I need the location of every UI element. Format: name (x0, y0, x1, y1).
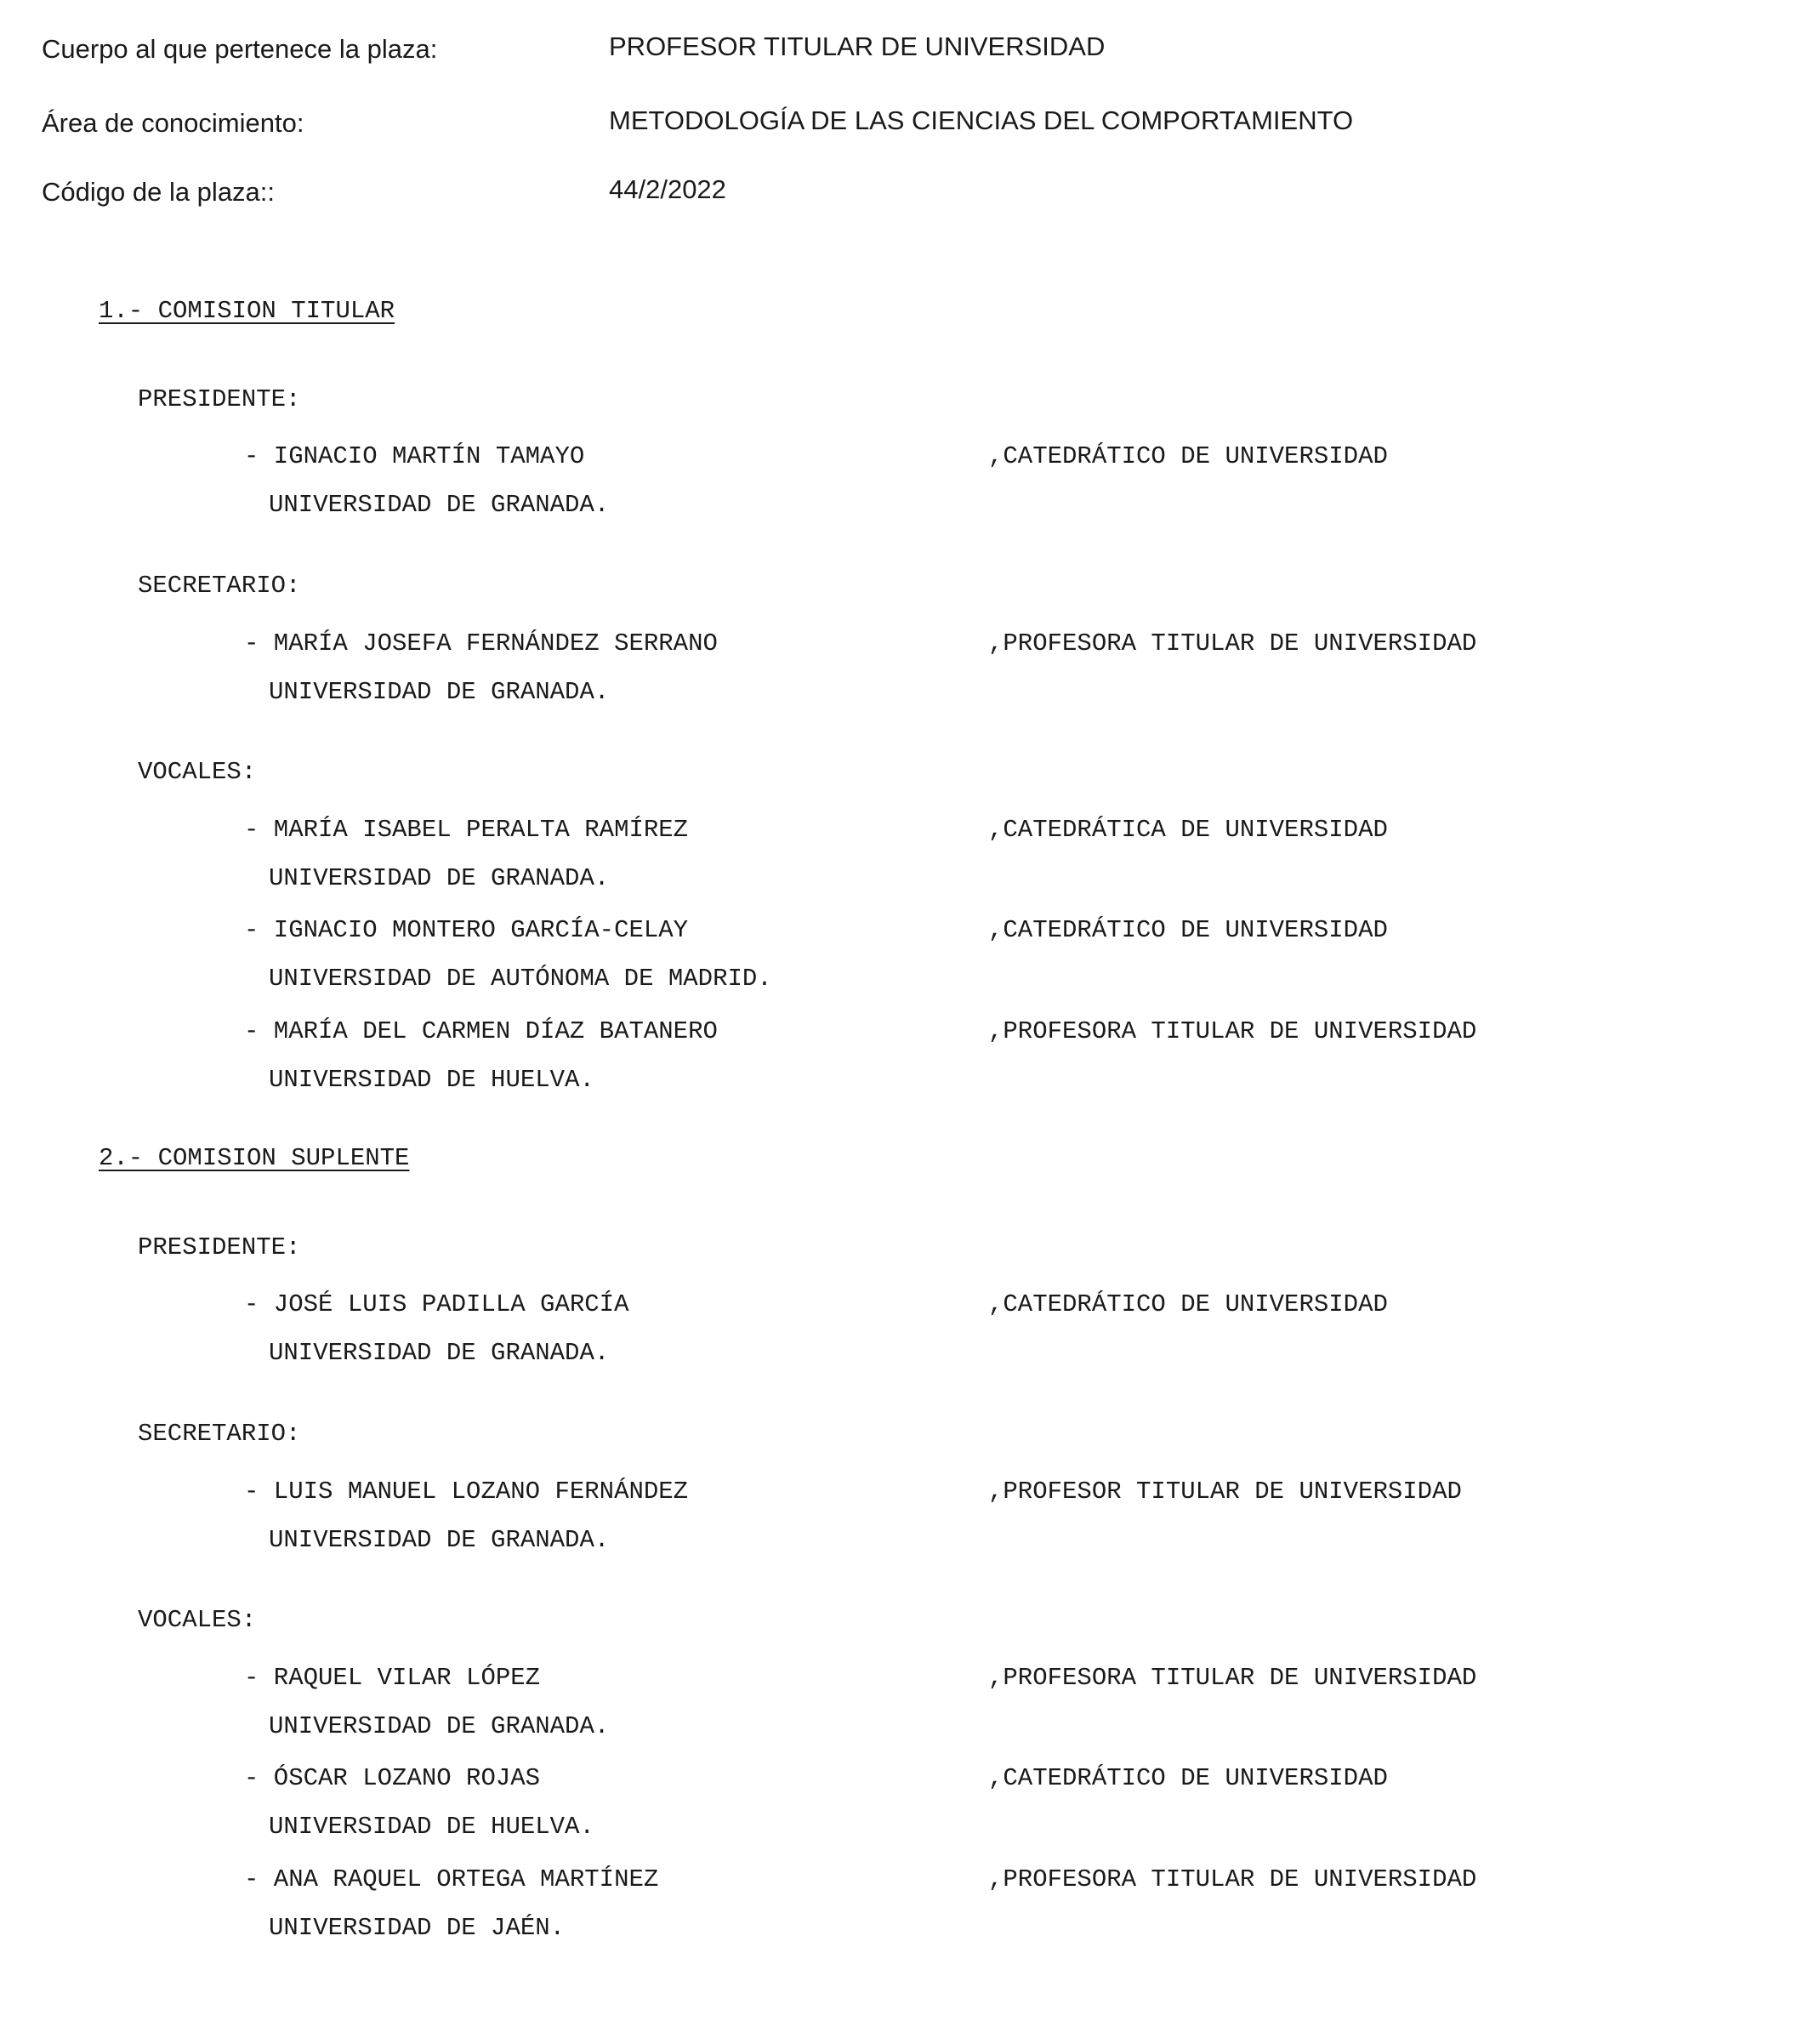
titular-vocal-category: ,CATEDRÁTICA DE UNIVERSIDAD (988, 816, 1388, 844)
suplente-secretario-label: SECRETARIO: (138, 1420, 301, 1448)
titular-vocal-name: - MARÍA DEL CARMEN DÍAZ BATANERO (244, 1017, 718, 1045)
suplente-presidente-category: ,CATEDRÁTICO DE UNIVERSIDAD (988, 1290, 1388, 1318)
cuerpo-value: PROFESOR TITULAR DE UNIVERSIDAD (609, 31, 1106, 61)
suplente-vocal-name: - ANA RAQUEL ORTEGA MARTÍNEZ (244, 1865, 659, 1893)
cuerpo-label: Cuerpo al que pertenece la plaza: (42, 34, 438, 64)
titular-presidente-label: PRESIDENTE: (138, 385, 301, 413)
suplente-vocales-label: VOCALES: (138, 1606, 257, 1634)
titular-vocal-category: ,CATEDRÁTICO DE UNIVERSIDAD (988, 916, 1388, 944)
suplente-presidente-institution: UNIVERSIDAD DE GRANADA. (269, 1339, 610, 1367)
suplente-secretario-category: ,PROFESOR TITULAR DE UNIVERSIDAD (988, 1477, 1462, 1506)
suplente-vocal-institution: UNIVERSIDAD DE HUELVA. (269, 1813, 594, 1841)
suplente-vocal-category: ,CATEDRÁTICO DE UNIVERSIDAD (988, 1764, 1388, 1792)
suplente-vocal-category: ,PROFESORA TITULAR DE UNIVERSIDAD (988, 1664, 1477, 1692)
suplente-secretario-name: - LUIS MANUEL LOZANO FERNÁNDEZ (244, 1477, 689, 1506)
suplente-presidente-name: - JOSÉ LUIS PADILLA GARCÍA (244, 1290, 629, 1318)
titular-vocal-category: ,PROFESORA TITULAR DE UNIVERSIDAD (988, 1017, 1477, 1045)
titular-vocal-institution: UNIVERSIDAD DE HUELVA. (269, 1066, 594, 1094)
area-label: Área de conocimiento: (42, 108, 304, 138)
suplente-vocal-institution: UNIVERSIDAD DE JAÉN. (269, 1914, 566, 1942)
titular-vocales-label: VOCALES: (138, 758, 257, 786)
titular-vocal-institution: UNIVERSIDAD DE GRANADA. (269, 864, 610, 892)
suplente-vocal-category: ,PROFESORA TITULAR DE UNIVERSIDAD (988, 1865, 1477, 1893)
codigo-label: Código de la plaza:: (42, 177, 276, 207)
codigo-value: 44/2/2022 (609, 174, 726, 204)
titular-secretario-institution: UNIVERSIDAD DE GRANADA. (269, 678, 610, 706)
titular-section-title: 1.- COMISION TITULAR (99, 297, 395, 325)
suplente-presidente-label: PRESIDENTE: (138, 1233, 301, 1261)
suplente-secretario-institution: UNIVERSIDAD DE GRANADA. (269, 1526, 610, 1554)
titular-secretario-category: ,PROFESORA TITULAR DE UNIVERSIDAD (988, 629, 1477, 658)
titular-presidente-category: ,CATEDRÁTICO DE UNIVERSIDAD (988, 442, 1388, 470)
titular-secretario-name: - MARÍA JOSEFA FERNÁNDEZ SERRANO (244, 629, 718, 658)
titular-vocal-institution: UNIVERSIDAD DE AUTÓNOMA DE MADRID. (269, 965, 772, 993)
titular-presidente-institution: UNIVERSIDAD DE GRANADA. (269, 491, 610, 519)
suplente-vocal-name: - ÓSCAR LOZANO ROJAS (244, 1764, 541, 1792)
suplente-section-title: 2.- COMISION SUPLENTE (99, 1144, 410, 1172)
titular-presidente-name: - IGNACIO MARTÍN TAMAYO (244, 442, 585, 470)
area-value: METODOLOGÍA DE LAS CIENCIAS DEL COMPORTAMIENTO (609, 105, 1354, 135)
titular-vocal-name: - IGNACIO MONTERO GARCÍA-CELAY (244, 916, 689, 944)
titular-vocal-name: - MARÍA ISABEL PERALTA RAMÍREZ (244, 816, 689, 844)
suplente-vocal-institution: UNIVERSIDAD DE GRANADA. (269, 1712, 610, 1740)
suplente-vocal-name: - RAQUEL VILAR LÓPEZ (244, 1664, 541, 1692)
titular-secretario-label: SECRETARIO: (138, 572, 301, 600)
